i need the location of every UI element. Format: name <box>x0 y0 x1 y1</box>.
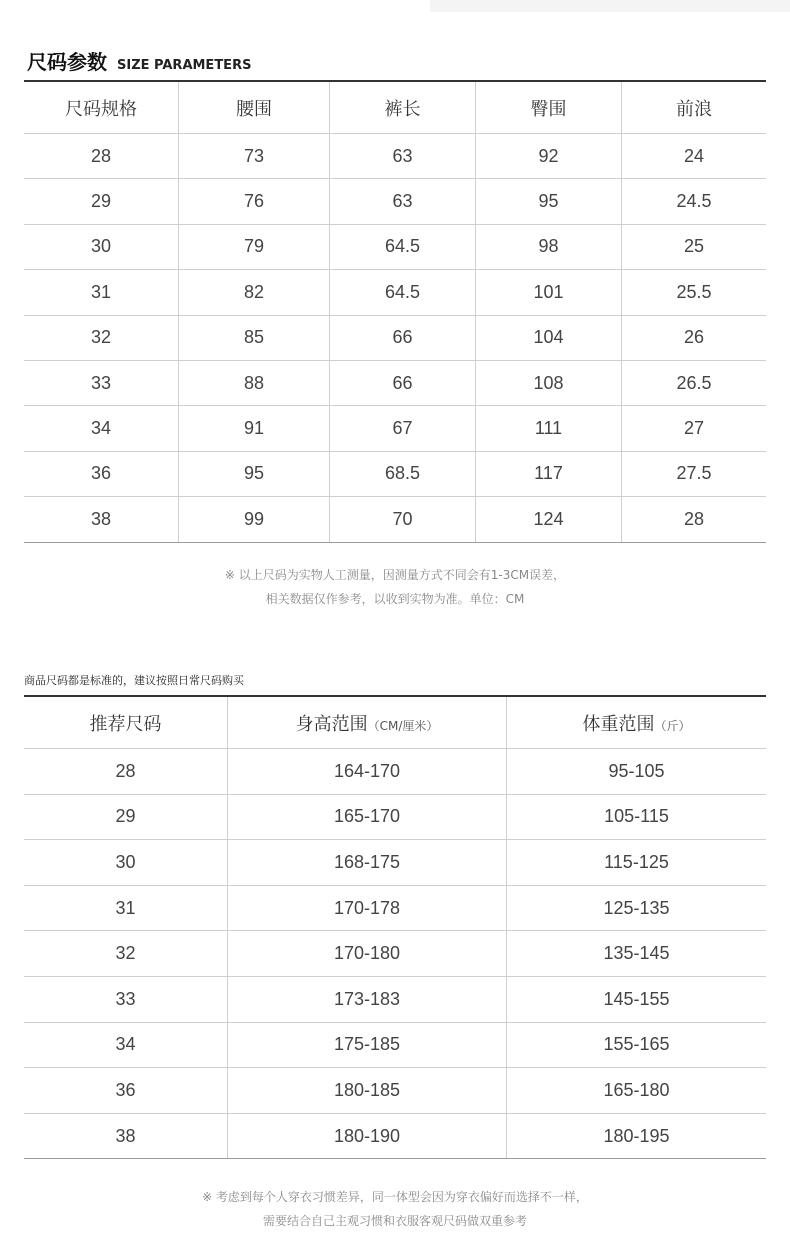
table-cell: 92 <box>476 134 622 179</box>
fit-note-line: ※ 考虑到每个人穿衣习惯差异，同一体型会因为穿衣偏好而选择不一样， <box>202 1190 588 1204</box>
table-cell: 64.5 <box>330 224 476 269</box>
table-cell: 66 <box>330 315 476 360</box>
table-row <box>24 1022 766 1068</box>
table-cell: 95 <box>476 179 622 224</box>
table-header-row <box>24 82 766 134</box>
table-cell: 104 <box>476 315 622 360</box>
table-header-row <box>24 697 766 749</box>
recommend-caption: 商品尺码都是标准的，建议按照日常尺码购买 <box>24 674 244 687</box>
table-cell: 66 <box>330 360 476 405</box>
table-row <box>24 270 766 315</box>
table-cell: 38 <box>24 1113 228 1159</box>
table-cell: 79 <box>179 224 330 269</box>
fit-note <box>0 1185 790 1233</box>
table-cell: 26 <box>622 315 767 360</box>
measurement-note-line: ※ 以上尺码为实物人工测量，因测量方式不同会有1-3CM误差， <box>224 568 566 582</box>
column-header-size: 尺码规格 <box>24 82 179 134</box>
table-cell: 63 <box>330 179 476 224</box>
table-row <box>24 1068 766 1114</box>
table-cell: 99 <box>179 497 330 542</box>
unit-label: （CM/厘米） <box>367 718 439 733</box>
table-cell: 25 <box>622 224 767 269</box>
column-header-weight-range: 体重范围（斤） <box>507 697 767 749</box>
column-header-front-rise: 前浪 <box>622 82 767 134</box>
table-cell: 26.5 <box>622 360 767 405</box>
table-cell: 33 <box>24 976 228 1022</box>
table-cell: 67 <box>330 406 476 451</box>
table-cell: 124 <box>476 497 622 542</box>
table-cell: 30 <box>24 840 228 886</box>
table-cell: 70 <box>330 497 476 542</box>
table-cell: 28 <box>24 749 228 795</box>
table-cell: 32 <box>24 315 179 360</box>
fit-note-line: 需要结合自己主观习惯和衣服客观尺码做双重参考 <box>262 1214 527 1228</box>
column-header-height-range: 身高范围（CM/厘米） <box>228 697 507 749</box>
table-cell: 34 <box>24 1022 228 1068</box>
table-row <box>24 1113 766 1159</box>
table-cell: 88 <box>179 360 330 405</box>
table-cell: 170-178 <box>228 885 507 931</box>
table-cell: 25.5 <box>622 270 767 315</box>
table-row <box>24 224 766 269</box>
table-row <box>24 931 766 977</box>
table-cell: 33 <box>24 360 179 405</box>
table-cell: 38 <box>24 497 179 542</box>
top-strip <box>430 0 790 12</box>
table-cell: 24 <box>622 134 767 179</box>
table-row <box>24 840 766 886</box>
table-cell: 175-185 <box>228 1022 507 1068</box>
table-row <box>24 406 766 451</box>
table-row <box>24 976 766 1022</box>
table-row <box>24 885 766 931</box>
table-cell: 95 <box>179 451 330 496</box>
table-row <box>24 360 766 405</box>
table-row <box>24 179 766 224</box>
table-cell: 27.5 <box>622 451 767 496</box>
section-subtitle: SIZE PARAMETERS <box>117 58 252 73</box>
table-cell: 180-190 <box>228 1113 507 1159</box>
table-row <box>24 497 766 542</box>
table-cell: 27 <box>622 406 767 451</box>
table-row <box>24 134 766 179</box>
table-cell: 165-170 <box>228 794 507 840</box>
table-row <box>24 451 766 496</box>
section-title: 尺码参数 <box>27 50 107 74</box>
table-cell: 34 <box>24 406 179 451</box>
table-cell: 31 <box>24 885 228 931</box>
table-cell: 108 <box>476 360 622 405</box>
table-row <box>24 749 766 795</box>
table-cell: 91 <box>179 406 330 451</box>
table-cell: 85 <box>179 315 330 360</box>
table-cell: 32 <box>24 931 228 977</box>
table-cell: 24.5 <box>622 179 767 224</box>
table-cell: 31 <box>24 270 179 315</box>
table-cell: 101 <box>476 270 622 315</box>
table-cell: 30 <box>24 224 179 269</box>
table-cell: 145-155 <box>507 976 767 1022</box>
table-cell: 76 <box>179 179 330 224</box>
table-cell: 28 <box>24 134 179 179</box>
table-cell: 63 <box>330 134 476 179</box>
table-cell: 168-175 <box>228 840 507 886</box>
table-cell: 36 <box>24 451 179 496</box>
table-cell: 95-105 <box>507 749 767 795</box>
table-cell: 117 <box>476 451 622 496</box>
table-cell: 98 <box>476 224 622 269</box>
table-cell: 155-165 <box>507 1022 767 1068</box>
table-cell: 111 <box>476 406 622 451</box>
table-cell: 73 <box>179 134 330 179</box>
recommended-size-table <box>24 697 766 1159</box>
table-cell: 173-183 <box>228 976 507 1022</box>
table-cell: 180-185 <box>228 1068 507 1114</box>
table-cell: 29 <box>24 794 228 840</box>
column-header-hip: 臀围 <box>476 82 622 134</box>
table-row <box>24 794 766 840</box>
column-header-recommended-size: 推荐尺码 <box>24 697 228 749</box>
table-cell: 125-135 <box>507 885 767 931</box>
table-cell: 165-180 <box>507 1068 767 1114</box>
size-parameters-table <box>24 82 766 543</box>
table-cell: 115-125 <box>507 840 767 886</box>
table-cell: 135-145 <box>507 931 767 977</box>
table-cell: 170-180 <box>228 931 507 977</box>
table-cell: 28 <box>622 497 767 542</box>
table-cell: 82 <box>179 270 330 315</box>
section-header <box>27 46 251 75</box>
table-cell: 105-115 <box>507 794 767 840</box>
table-cell: 29 <box>24 179 179 224</box>
table-cell: 36 <box>24 1068 228 1114</box>
table-cell: 164-170 <box>228 749 507 795</box>
table-row <box>24 315 766 360</box>
column-header-waist: 腰围 <box>179 82 330 134</box>
table-cell: 68.5 <box>330 451 476 496</box>
table-cell: 180-195 <box>507 1113 767 1159</box>
measurement-note-line: 相关数据仅作参考，以收到实物为准。单位：CM <box>265 592 525 606</box>
column-header-length: 裤长 <box>330 82 476 134</box>
table-cell: 64.5 <box>330 270 476 315</box>
unit-label: （斤） <box>654 718 691 733</box>
measurement-note <box>0 563 790 611</box>
